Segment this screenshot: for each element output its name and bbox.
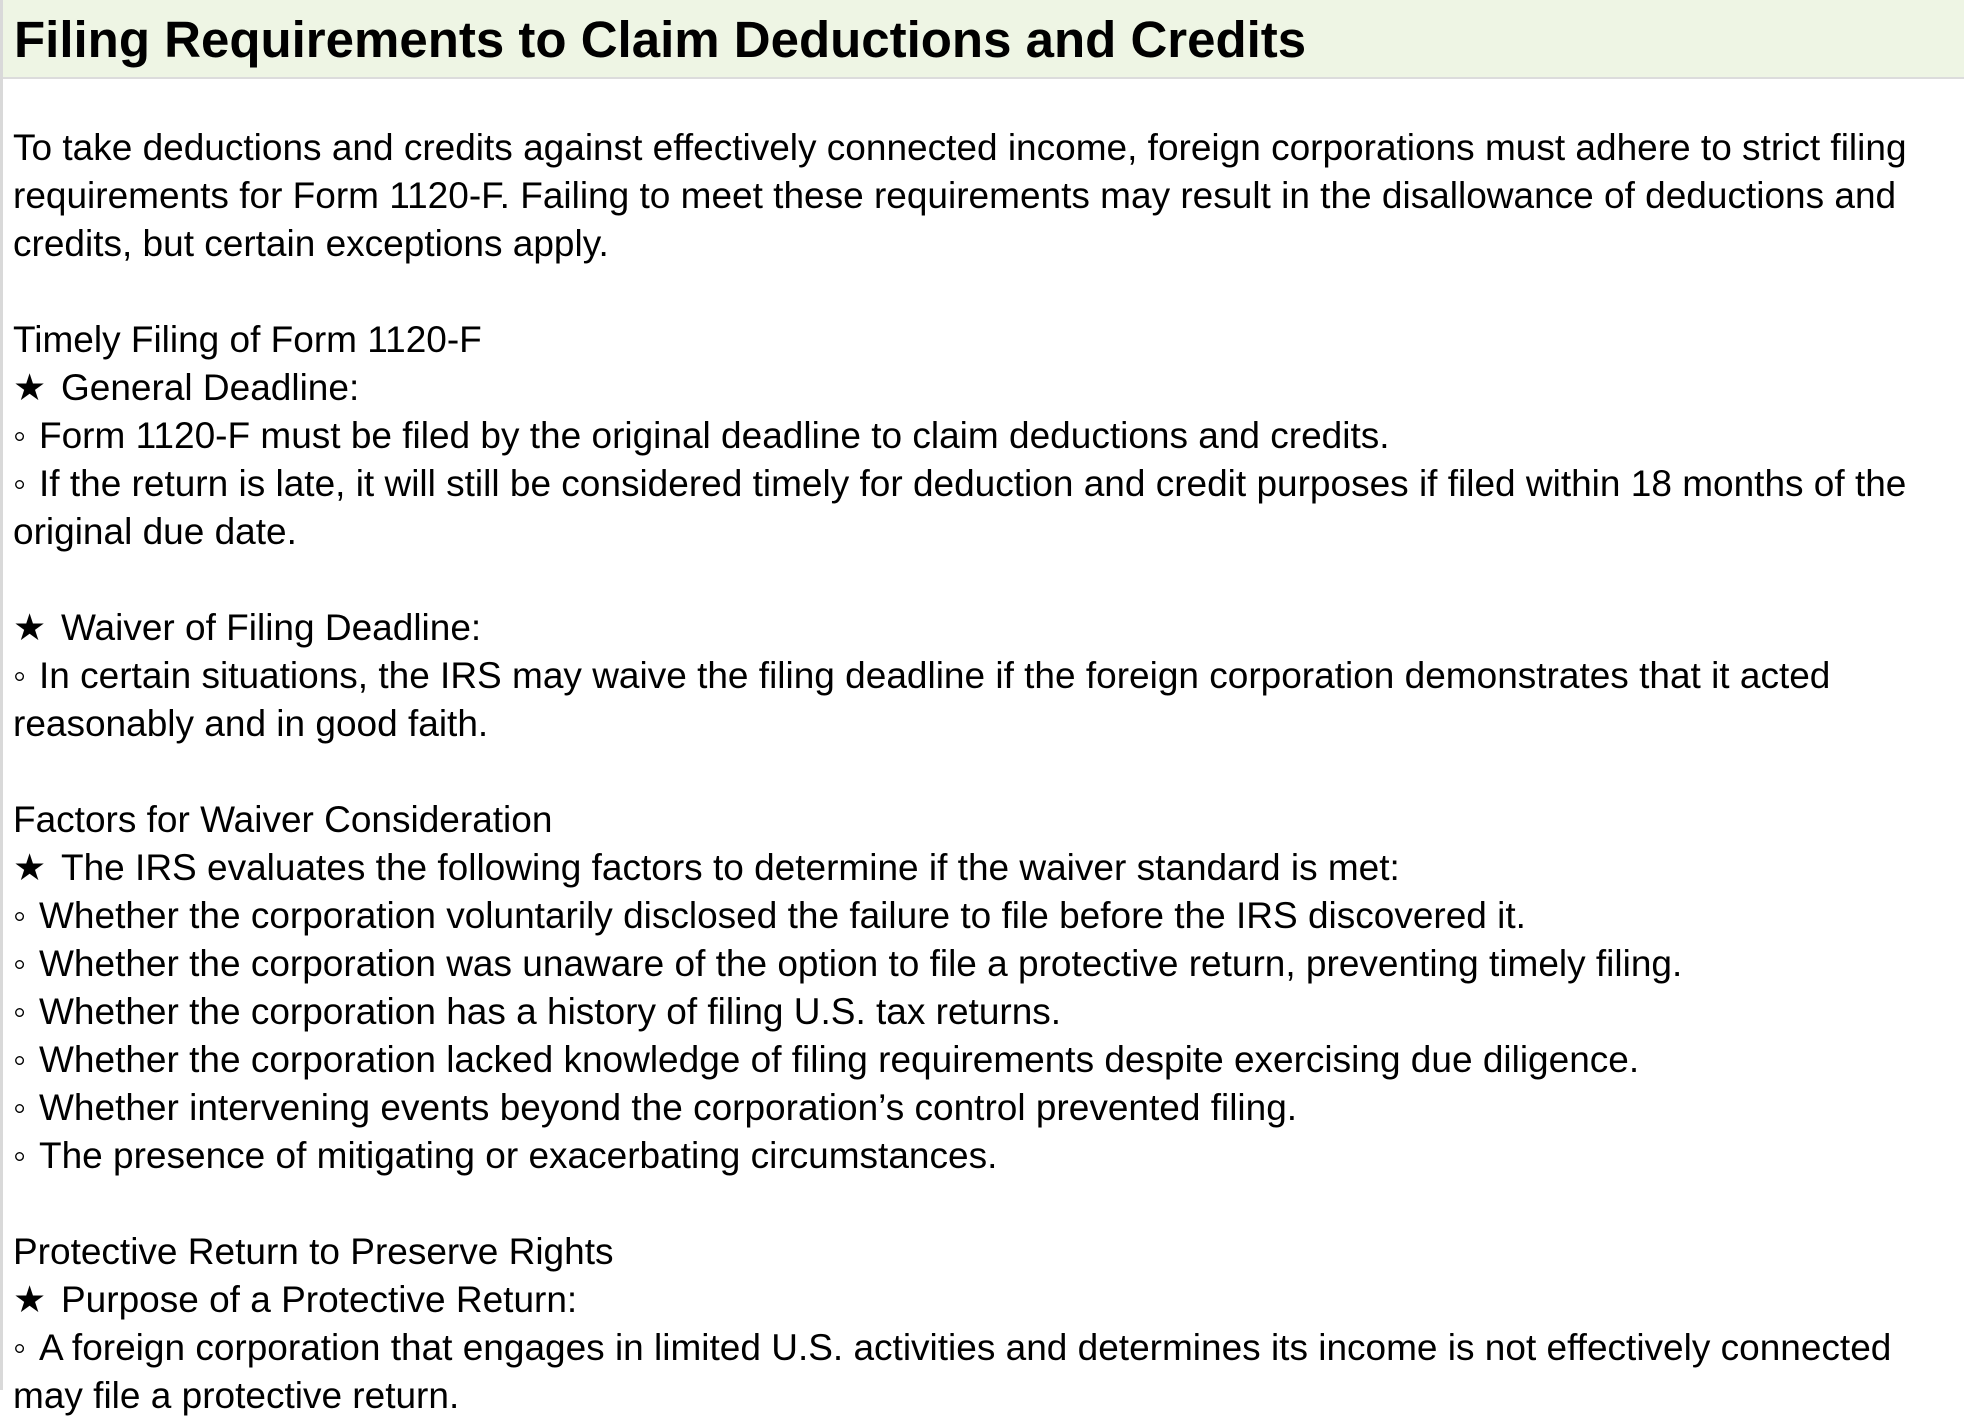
bullet-item — [13, 1324, 1958, 1420]
bullet-item — [13, 652, 1958, 748]
star-item-irs-evaluation — [13, 844, 1958, 892]
bullet-text: Whether the corporation lacked knowledge of filing requirements despite exercising due diligence. — [39, 1039, 1640, 1080]
bullet-item — [13, 988, 1958, 1036]
section-heading-protective-return: Protective Return to Preserve Rights — [13, 1231, 614, 1272]
section-heading-timely-filing: Timely Filing of Form 1120-F — [13, 319, 482, 360]
bullet-text: The presence of mitigating or exacerbating circumstances. — [39, 1135, 998, 1176]
bullet-text: Whether the corporation voluntarily disclosed the failure to file before the IRS discovered it. — [39, 895, 1526, 936]
bullet-icon: ◦ — [13, 655, 27, 696]
bullet-text: In certain situations, the IRS may waive the filing deadline if the foreign corporation demonstrates that it acted reasonably and in good faith. — [13, 655, 1831, 744]
bullet-icon: ◦ — [13, 943, 27, 984]
bullet-text: Whether intervening events beyond the corporation’s control prevented filing. — [39, 1087, 1298, 1128]
bullet-item — [13, 940, 1958, 988]
intro-paragraph: To take deductions and credits against effectively connected income, foreign corporations must adhere to strict filing requirements for Form 1120-F. Failing to meet these requirements may result in the disallowance of deductions and credits, but certain exceptions apply. — [13, 127, 1907, 264]
page-title: Filing Requirements to Claim Deductions and Credits — [14, 11, 1307, 68]
bullet-text: Whether the corporation was unaware of the option to file a protective return, preventing timely filing. — [39, 943, 1683, 984]
title-bar — [3, 0, 1964, 79]
star-item-label: Waiver of Filing Deadline: — [61, 607, 482, 648]
bullet-text: If the return is late, it will still be considered timely for deduction and credit purposes if filed within 18 months of the original due date. — [13, 463, 1907, 552]
bullet-icon: ◦ — [13, 463, 27, 504]
star-icon: ★ — [13, 847, 47, 888]
bullet-item — [13, 460, 1958, 556]
bullet-text: Whether the corporation has a history of filing U.S. tax returns. — [39, 991, 1062, 1032]
bullet-item — [13, 892, 1958, 940]
spacer — [13, 748, 1958, 796]
bullet-text: Form 1120-F must be filed by the original deadline to claim deductions and credits. — [39, 415, 1390, 456]
spacer — [13, 1180, 1958, 1228]
spacer — [13, 268, 1958, 316]
star-item-label: The IRS evaluates the following factors to determine if the waiver standard is met: — [61, 847, 1400, 888]
star-item-protective-purpose — [13, 1276, 1958, 1324]
star-item-label: Purpose of a Protective Return: — [61, 1279, 578, 1320]
bullet-icon: ◦ — [13, 1327, 27, 1368]
bullet-icon: ◦ — [13, 415, 27, 456]
left-border — [0, 0, 3, 1390]
star-item-waiver-deadline — [13, 604, 1958, 652]
star-item-general-deadline — [13, 364, 1958, 412]
spacer — [13, 556, 1958, 604]
star-icon: ★ — [13, 607, 47, 648]
star-icon: ★ — [13, 367, 47, 408]
bullet-icon: ◦ — [13, 1087, 27, 1128]
bullet-icon: ◦ — [13, 991, 27, 1032]
document-body — [13, 124, 1958, 1420]
bullet-icon: ◦ — [13, 895, 27, 936]
bullet-icon: ◦ — [13, 1135, 27, 1176]
bullet-text: A foreign corporation that engages in limited U.S. activities and determines its income is not effectively connected may file a protective return. — [13, 1327, 1892, 1416]
star-item-label: General Deadline: — [61, 367, 360, 408]
bullet-icon: ◦ — [13, 1039, 27, 1080]
star-icon: ★ — [13, 1279, 47, 1320]
bullet-item — [13, 412, 1958, 460]
section-heading-waiver-factors: Factors for Waiver Consideration — [13, 799, 553, 840]
bullet-item — [13, 1132, 1958, 1180]
bullet-item — [13, 1036, 1958, 1084]
bullet-item — [13, 1084, 1958, 1132]
